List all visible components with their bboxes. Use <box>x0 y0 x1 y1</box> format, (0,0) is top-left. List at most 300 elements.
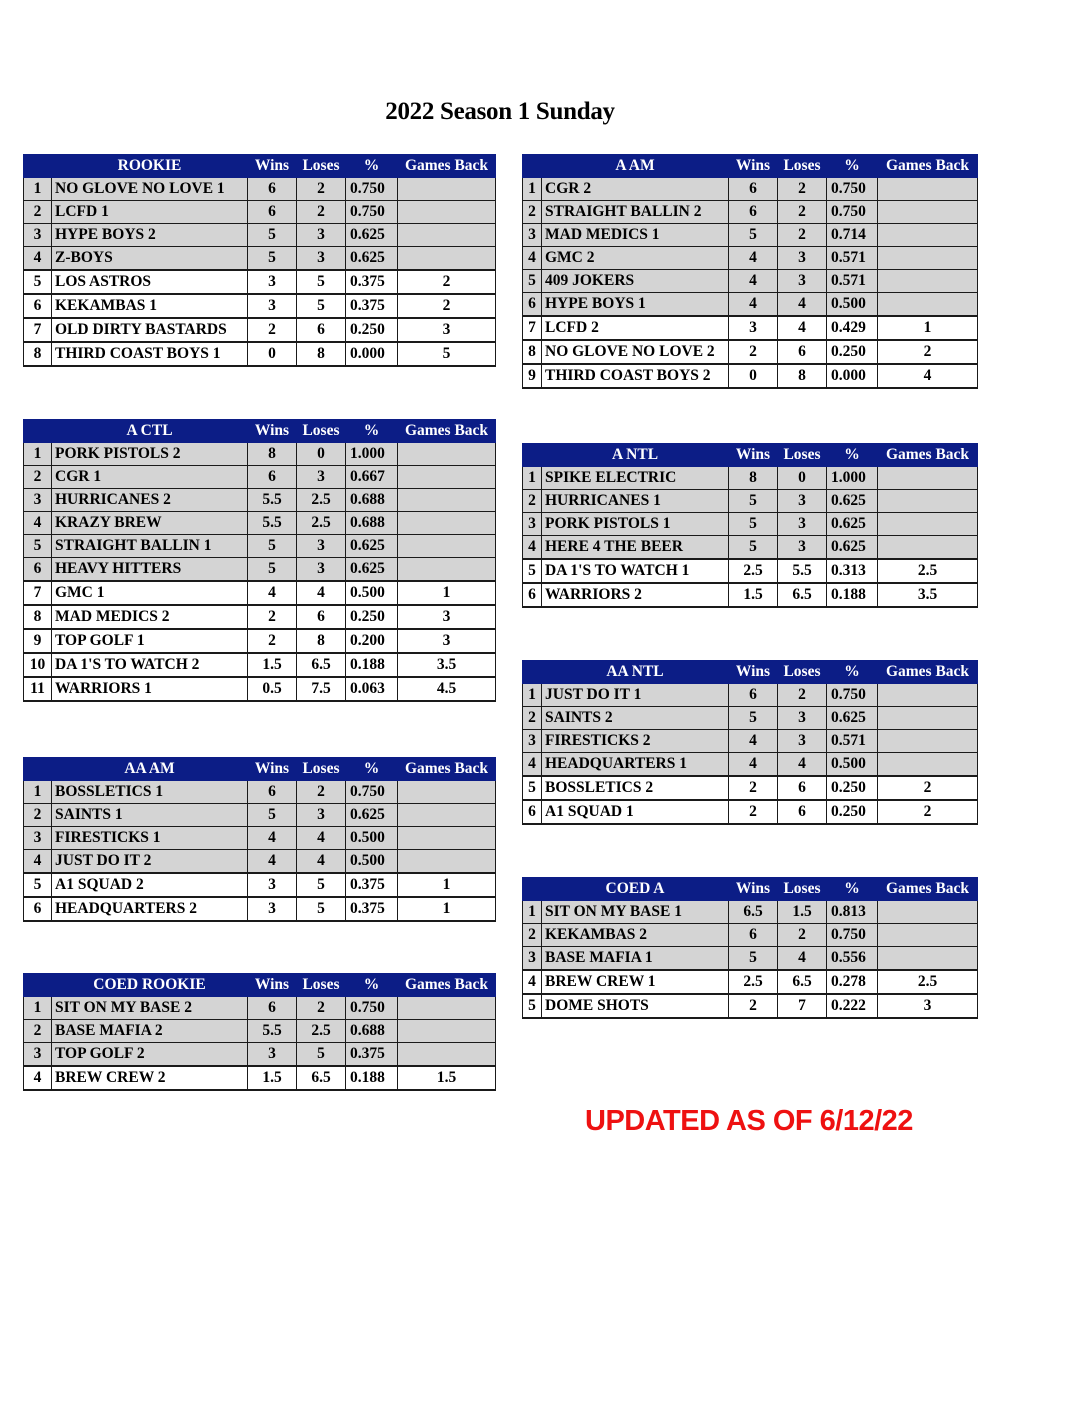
games-back-cell <box>398 178 496 201</box>
loses-cell: 4 <box>297 827 346 850</box>
pct-cell: 0.750 <box>827 201 878 224</box>
table-row <box>523 776 978 800</box>
loses-column-header: Loses <box>778 155 827 178</box>
rank-cell: 4 <box>24 1066 52 1090</box>
games-back-cell <box>398 512 496 535</box>
wins-cell: 1.5 <box>248 1066 297 1090</box>
pct-cell: 0.750 <box>827 924 878 947</box>
games-back-cell: 3.5 <box>878 583 978 607</box>
pct-cell: 0.250 <box>346 318 398 342</box>
table-row <box>24 804 496 827</box>
games-back-cell: 4.5 <box>398 677 496 701</box>
pct-column-header: % <box>346 155 398 178</box>
rank-cell: 7 <box>24 581 52 605</box>
rank-cell: 5 <box>24 270 52 294</box>
team-name-cell: GMC 2 <box>542 247 729 270</box>
team-name-cell: JUST DO IT 1 <box>542 684 729 707</box>
rank-cell: 1 <box>24 178 52 201</box>
games-back-cell: 1 <box>398 897 496 921</box>
loses-cell: 5.5 <box>778 559 827 583</box>
rank-cell: 3 <box>523 730 542 753</box>
wins-cell: 5.5 <box>248 489 297 512</box>
pct-cell: 0.571 <box>827 247 878 270</box>
pct-cell: 0.813 <box>827 901 878 924</box>
table-row <box>24 897 496 921</box>
pct-cell: 0.375 <box>346 270 398 294</box>
team-name-cell: THIRD COAST BOYS 2 <box>542 364 729 388</box>
division-name-header: AA AM <box>52 758 248 781</box>
team-name-cell: JUST DO IT 2 <box>52 850 248 874</box>
wins-cell: 0 <box>248 342 297 366</box>
pct-column-header: % <box>346 974 398 997</box>
pct-cell: 0.000 <box>346 342 398 366</box>
games-back-cell <box>398 247 496 271</box>
table-row <box>24 997 496 1020</box>
table-row <box>24 558 496 582</box>
rank-cell: 1 <box>24 443 52 466</box>
rank-cell: 2 <box>523 201 542 224</box>
games-back-column-header: Games Back <box>398 155 496 178</box>
loses-cell: 2.5 <box>297 489 346 512</box>
table-row <box>523 247 978 270</box>
games-back-cell: 3 <box>878 994 978 1018</box>
table-row <box>24 342 496 366</box>
rank-cell: 4 <box>523 247 542 270</box>
games-back-cell: 1 <box>398 581 496 605</box>
rank-cell: 6 <box>523 583 542 607</box>
table-row <box>24 489 496 512</box>
loses-cell: 3 <box>297 558 346 582</box>
loses-cell: 2 <box>297 781 346 804</box>
table-row <box>523 753 978 777</box>
team-name-cell: MAD MEDICS 1 <box>542 224 729 247</box>
loses-column-header: Loses <box>297 758 346 781</box>
loses-cell: 7 <box>778 994 827 1018</box>
rank-cell: 9 <box>523 364 542 388</box>
table-row <box>24 224 496 247</box>
rank-cell: 6 <box>24 294 52 318</box>
table-row <box>24 1043 496 1067</box>
games-back-column-header: Games Back <box>398 758 496 781</box>
rank-cell: 10 <box>24 653 52 677</box>
wins-column-header: Wins <box>248 155 297 178</box>
loses-cell: 3 <box>778 247 827 270</box>
wins-cell: 6 <box>248 997 297 1020</box>
team-name-cell: HYPE BOYS 2 <box>52 224 248 247</box>
rank-cell: 5 <box>523 994 542 1018</box>
table-row <box>24 1020 496 1043</box>
wins-column-header: Wins <box>729 155 778 178</box>
loses-cell: 2 <box>778 924 827 947</box>
games-back-cell <box>398 489 496 512</box>
loses-cell: 5 <box>297 897 346 921</box>
table-row <box>523 924 978 947</box>
loses-cell: 0 <box>778 467 827 490</box>
games-back-column-header: Games Back <box>878 444 978 467</box>
wins-cell: 3 <box>248 873 297 897</box>
loses-cell: 4 <box>778 316 827 340</box>
games-back-cell <box>398 535 496 558</box>
pct-column-header: % <box>346 420 398 443</box>
wins-cell: 5.5 <box>248 1020 297 1043</box>
division-name-header: ROOKIE <box>52 155 248 178</box>
standings-table-aa-am <box>23 757 496 922</box>
table-row <box>523 970 978 994</box>
pct-cell: 0.750 <box>346 997 398 1020</box>
rank-cell: 3 <box>24 224 52 247</box>
loses-cell: 3 <box>778 536 827 560</box>
rank-cell: 3 <box>523 224 542 247</box>
pct-cell: 0.375 <box>346 897 398 921</box>
loses-cell: 5 <box>297 873 346 897</box>
table-row <box>523 684 978 707</box>
team-name-cell: SIT ON MY BASE 2 <box>52 997 248 1020</box>
rank-cell: 1 <box>24 781 52 804</box>
pct-cell: 0.375 <box>346 1043 398 1067</box>
games-back-cell <box>878 513 978 536</box>
wins-cell: 2.5 <box>729 559 778 583</box>
pct-cell: 0.500 <box>827 753 878 777</box>
pct-cell: 0.556 <box>827 947 878 971</box>
pct-cell: 0.063 <box>346 677 398 701</box>
table-row <box>24 873 496 897</box>
team-name-cell: DOME SHOTS <box>542 994 729 1018</box>
standings-table-rookie <box>23 154 496 367</box>
team-name-cell: MAD MEDICS 2 <box>52 605 248 629</box>
team-name-cell: CGR 2 <box>542 178 729 201</box>
loses-cell: 3 <box>778 270 827 293</box>
pct-cell: 0.625 <box>346 224 398 247</box>
loses-cell: 3 <box>297 804 346 827</box>
rank-cell: 2 <box>24 466 52 489</box>
wins-cell: 5 <box>248 558 297 582</box>
loses-cell: 2 <box>778 178 827 201</box>
loses-cell: 3 <box>297 224 346 247</box>
wins-cell: 4 <box>248 581 297 605</box>
table-row <box>24 443 496 466</box>
loses-cell: 8 <box>778 364 827 388</box>
pct-cell: 0.688 <box>346 489 398 512</box>
table-row <box>24 781 496 804</box>
pct-cell: 0.250 <box>827 340 878 364</box>
team-name-cell: NO GLOVE NO LOVE 1 <box>52 178 248 201</box>
loses-cell: 5 <box>297 270 346 294</box>
games-back-cell <box>878 901 978 924</box>
standings-table-aa-ntl <box>522 660 978 825</box>
rank-cell: 3 <box>523 513 542 536</box>
games-back-cell <box>878 247 978 270</box>
loses-cell: 3 <box>778 730 827 753</box>
standings-table-a-ntl <box>522 443 978 608</box>
loses-cell: 5 <box>297 294 346 318</box>
wins-cell: 5.5 <box>248 512 297 535</box>
table-row <box>24 466 496 489</box>
table-row <box>523 583 978 607</box>
table-row <box>24 270 496 294</box>
pct-cell: 0.375 <box>346 873 398 897</box>
team-name-cell: HURRICANES 2 <box>52 489 248 512</box>
wins-cell: 3 <box>729 316 778 340</box>
pct-cell: 0.750 <box>346 201 398 224</box>
pct-cell: 0.313 <box>827 559 878 583</box>
pct-cell: 1.000 <box>827 467 878 490</box>
team-name-cell: A1 SQUAD 2 <box>52 873 248 897</box>
rank-cell: 2 <box>24 201 52 224</box>
pct-column-header: % <box>827 661 878 684</box>
loses-cell: 4 <box>297 850 346 874</box>
wins-cell: 4 <box>729 753 778 777</box>
games-back-cell <box>398 443 496 466</box>
table-row <box>523 536 978 560</box>
loses-cell: 1.5 <box>778 901 827 924</box>
table-row <box>523 467 978 490</box>
header-rank-cell <box>523 444 542 467</box>
loses-cell: 2 <box>297 201 346 224</box>
team-name-cell: HEADQUARTERS 1 <box>542 753 729 777</box>
pct-cell: 0.500 <box>827 293 878 317</box>
games-back-cell <box>878 467 978 490</box>
pct-cell: 0.688 <box>346 512 398 535</box>
wins-cell: 2 <box>248 629 297 653</box>
wins-cell: 8 <box>248 443 297 466</box>
pct-cell: 0.625 <box>346 535 398 558</box>
wins-cell: 4 <box>729 247 778 270</box>
games-back-cell <box>398 1020 496 1043</box>
games-back-cell <box>878 924 978 947</box>
games-back-column-header: Games Back <box>878 155 978 178</box>
rank-cell: 2 <box>523 490 542 513</box>
rank-cell: 3 <box>24 489 52 512</box>
wins-cell: 4 <box>729 293 778 317</box>
wins-cell: 6 <box>248 781 297 804</box>
games-back-cell: 1.5 <box>398 1066 496 1090</box>
wins-cell: 1.5 <box>248 653 297 677</box>
rank-cell: 4 <box>24 247 52 271</box>
table-row <box>523 559 978 583</box>
team-name-cell: PORK PISTOLS 1 <box>542 513 729 536</box>
pct-column-header: % <box>827 155 878 178</box>
pct-cell: 0.375 <box>346 294 398 318</box>
pct-cell: 0.500 <box>346 850 398 874</box>
rank-cell: 1 <box>523 178 542 201</box>
wins-cell: 6 <box>729 178 778 201</box>
rank-cell: 6 <box>24 897 52 921</box>
games-back-cell: 2 <box>398 294 496 318</box>
loses-cell: 3 <box>778 513 827 536</box>
pct-cell: 0.750 <box>827 178 878 201</box>
team-name-cell: LCFD 1 <box>52 201 248 224</box>
games-back-cell <box>398 997 496 1020</box>
rank-cell: 5 <box>523 270 542 293</box>
loses-cell: 6.5 <box>778 970 827 994</box>
team-name-cell: STRAIGHT BALLIN 2 <box>542 201 729 224</box>
header-rank-cell <box>24 155 52 178</box>
table-row <box>523 513 978 536</box>
team-name-cell: CGR 1 <box>52 466 248 489</box>
team-name-cell: FIRESTICKS 2 <box>542 730 729 753</box>
wins-cell: 2 <box>729 994 778 1018</box>
pct-cell: 0.688 <box>346 1020 398 1043</box>
wins-column-header: Wins <box>248 974 297 997</box>
rank-cell: 2 <box>24 804 52 827</box>
rank-cell: 8 <box>523 340 542 364</box>
table-row <box>523 707 978 730</box>
team-name-cell: SAINTS 2 <box>542 707 729 730</box>
team-name-cell: TOP GOLF 2 <box>52 1043 248 1067</box>
games-back-column-header: Games Back <box>398 420 496 443</box>
games-back-cell <box>878 201 978 224</box>
table-row <box>523 800 978 824</box>
team-name-cell: TOP GOLF 1 <box>52 629 248 653</box>
pct-cell: 0.429 <box>827 316 878 340</box>
pct-cell: 0.250 <box>346 605 398 629</box>
wins-cell: 5 <box>248 535 297 558</box>
games-back-cell: 1 <box>878 316 978 340</box>
wins-cell: 2 <box>248 318 297 342</box>
loses-cell: 6.5 <box>297 653 346 677</box>
games-back-cell <box>398 850 496 874</box>
rank-cell: 4 <box>24 850 52 874</box>
rank-cell: 2 <box>523 707 542 730</box>
table-row <box>523 490 978 513</box>
wins-cell: 5 <box>729 224 778 247</box>
header-rank-cell <box>523 155 542 178</box>
team-name-cell: BREW CREW 2 <box>52 1066 248 1090</box>
standings-table-coed-a <box>522 877 978 1019</box>
pct-cell: 0.667 <box>346 466 398 489</box>
loses-cell: 5 <box>297 1043 346 1067</box>
team-name-cell: BOSSLETICS 1 <box>52 781 248 804</box>
division-name-header: COED ROOKIE <box>52 974 248 997</box>
team-name-cell: OLD DIRTY BASTARDS <box>52 318 248 342</box>
wins-cell: 4 <box>248 827 297 850</box>
table-row <box>24 850 496 874</box>
games-back-cell <box>878 224 978 247</box>
loses-cell: 3 <box>297 466 346 489</box>
games-back-cell <box>878 270 978 293</box>
wins-cell: 6 <box>248 178 297 201</box>
pct-cell: 0.188 <box>346 1066 398 1090</box>
loses-cell: 6.5 <box>778 583 827 607</box>
wins-cell: 5 <box>248 247 297 271</box>
games-back-cell: 2.5 <box>878 970 978 994</box>
rank-cell: 5 <box>523 776 542 800</box>
pct-cell: 0.750 <box>346 781 398 804</box>
loses-cell: 6 <box>778 800 827 824</box>
games-back-cell: 2 <box>398 270 496 294</box>
pct-cell: 0.188 <box>827 583 878 607</box>
games-back-cell <box>878 490 978 513</box>
games-back-cell <box>878 947 978 971</box>
table-row <box>24 653 496 677</box>
team-name-cell: DA 1'S TO WATCH 1 <box>542 559 729 583</box>
team-name-cell: DA 1'S TO WATCH 2 <box>52 653 248 677</box>
table-row <box>24 512 496 535</box>
games-back-cell: 4 <box>878 364 978 388</box>
team-name-cell: SPIKE ELECTRIC <box>542 467 729 490</box>
loses-cell: 3 <box>778 490 827 513</box>
table-row <box>523 994 978 1018</box>
page-title: 2022 Season 1 Sunday <box>385 98 615 125</box>
rank-cell: 2 <box>24 1020 52 1043</box>
loses-column-header: Loses <box>778 661 827 684</box>
rank-cell: 4 <box>523 753 542 777</box>
team-name-cell: SIT ON MY BASE 1 <box>542 901 729 924</box>
wins-cell: 3 <box>248 897 297 921</box>
games-back-cell: 2.5 <box>878 559 978 583</box>
loses-column-header: Loses <box>778 444 827 467</box>
games-back-cell: 2 <box>878 340 978 364</box>
loses-cell: 6 <box>778 776 827 800</box>
wins-cell: 2.5 <box>729 970 778 994</box>
pct-column-header: % <box>346 758 398 781</box>
loses-cell: 4 <box>778 293 827 317</box>
rank-cell: 4 <box>24 512 52 535</box>
loses-column-header: Loses <box>297 420 346 443</box>
loses-cell: 2 <box>778 201 827 224</box>
games-back-cell: 2 <box>878 776 978 800</box>
rank-cell: 6 <box>24 558 52 582</box>
games-back-cell: 2 <box>878 800 978 824</box>
wins-cell: 0 <box>729 364 778 388</box>
loses-cell: 3 <box>297 535 346 558</box>
wins-column-header: Wins <box>729 661 778 684</box>
team-name-cell: PORK PISTOLS 2 <box>52 443 248 466</box>
division-name-header: AA NTL <box>542 661 729 684</box>
wins-cell: 5 <box>729 707 778 730</box>
team-name-cell: KEKAMBAS 1 <box>52 294 248 318</box>
team-name-cell: STRAIGHT BALLIN 1 <box>52 535 248 558</box>
wins-cell: 4 <box>248 850 297 874</box>
games-back-cell <box>398 827 496 850</box>
wins-cell: 8 <box>729 467 778 490</box>
wins-cell: 5 <box>248 224 297 247</box>
games-back-cell <box>398 224 496 247</box>
table-row <box>523 316 978 340</box>
pct-cell: 0.200 <box>346 629 398 653</box>
rank-cell: 5 <box>24 873 52 897</box>
wins-cell: 2 <box>729 776 778 800</box>
division-name-header: COED A <box>542 878 729 901</box>
table-row <box>523 947 978 971</box>
table-row <box>24 1066 496 1090</box>
table-row <box>523 901 978 924</box>
pct-cell: 0.250 <box>827 776 878 800</box>
wins-cell: 5 <box>729 536 778 560</box>
wins-cell: 6 <box>729 924 778 947</box>
wins-cell: 3 <box>248 294 297 318</box>
loses-column-header: Loses <box>297 974 346 997</box>
loses-cell: 2 <box>297 178 346 201</box>
loses-cell: 8 <box>297 342 346 366</box>
games-back-column-header: Games Back <box>878 661 978 684</box>
loses-cell: 4 <box>297 581 346 605</box>
wins-cell: 2 <box>729 340 778 364</box>
games-back-column-header: Games Back <box>878 878 978 901</box>
games-back-cell <box>398 804 496 827</box>
rank-cell: 8 <box>24 605 52 629</box>
games-back-cell <box>398 558 496 582</box>
loses-cell: 4 <box>778 947 827 971</box>
team-name-cell: HEAVY HITTERS <box>52 558 248 582</box>
table-row <box>24 178 496 201</box>
wins-cell: 3 <box>248 1043 297 1067</box>
rank-cell: 11 <box>24 677 52 701</box>
team-name-cell: A1 SQUAD 1 <box>542 800 729 824</box>
table-row <box>24 605 496 629</box>
rank-cell: 7 <box>24 318 52 342</box>
loses-cell: 2 <box>778 224 827 247</box>
